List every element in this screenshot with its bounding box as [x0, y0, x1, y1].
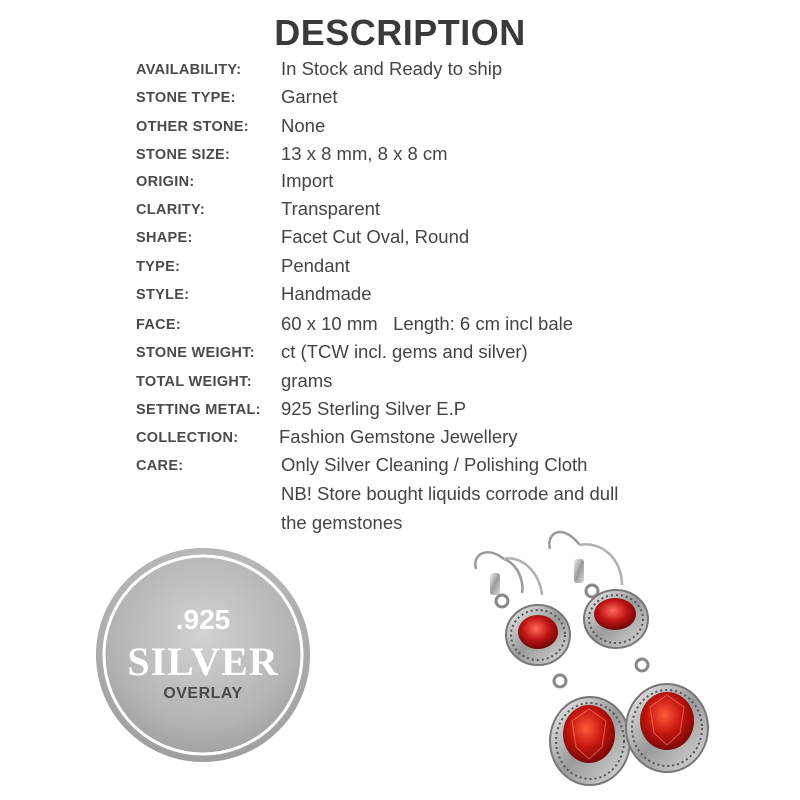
- spec-label: ORIGIN:: [136, 174, 195, 190]
- spec-label: CLARITY:: [136, 202, 205, 218]
- silver-overlay-badge: [95, 547, 311, 763]
- spec-value: None: [281, 115, 326, 136]
- small-garnet: [518, 615, 558, 649]
- spec-label: COLLECTION:: [136, 430, 239, 446]
- page-title: DESCRIPTION: [274, 12, 526, 53]
- spec-row-face: [0, 313, 800, 341]
- spec-value: Transparent: [281, 198, 381, 219]
- spec-row-setting-metal: [0, 398, 800, 426]
- hook-coil: [490, 573, 500, 595]
- spec-value: Only Silver Cleaning / Polishing Cloth: [281, 454, 588, 475]
- care-note: NB! Store bought liquids corrode and dull: [281, 483, 619, 504]
- spec-row-other-stone: [0, 115, 800, 143]
- care-note-line: [0, 483, 800, 511]
- large-garnet: [563, 705, 615, 763]
- spec-row-style: [0, 283, 800, 311]
- ear-hook: [475, 552, 504, 569]
- spec-row-shape: [0, 226, 800, 254]
- spec-value: Facet Cut Oval, Round: [281, 226, 470, 247]
- spec-value: Fashion Gemstone Jewellery: [279, 426, 518, 447]
- spec-label: AVAILABILITY:: [136, 62, 242, 78]
- spec-row-origin: [0, 170, 800, 198]
- spec-label: STYLE:: [136, 287, 190, 303]
- spec-row-stone-type: [0, 86, 800, 114]
- spec-row-stone-size: [0, 143, 800, 171]
- spec-row-care: [0, 454, 800, 482]
- spec-value: Import: [281, 170, 334, 191]
- left-earring: [475, 552, 630, 785]
- spec-row-type: [0, 255, 800, 283]
- spec-label: STONE SIZE:: [136, 147, 231, 163]
- spec-value: ct (TCW incl. gems and silver): [281, 341, 528, 362]
- spec-value: 13 x 8 mm, 8 x 8 cm: [281, 143, 448, 164]
- spec-label: TOTAL WEIGHT:: [136, 374, 252, 390]
- spec-row-total-weight: [0, 370, 800, 398]
- spec-label: STONE TYPE:: [136, 90, 236, 106]
- spec-label: CARE:: [136, 458, 184, 474]
- spec-value: 925 Sterling Silver E.P: [281, 398, 467, 419]
- spec-label: OTHER STONE:: [136, 119, 249, 135]
- spec-row-stone-weight: [0, 341, 800, 369]
- spec-value: 60 x 10 mm Length: 6 cm incl bale: [281, 313, 574, 334]
- spec-value: Handmade: [281, 283, 372, 304]
- badge-kind: OVERLAY: [163, 685, 243, 702]
- spec-row-clarity: [0, 198, 800, 226]
- garnet-drop-earrings-image: [462, 515, 722, 790]
- spec-label: STONE WEIGHT:: [136, 345, 255, 361]
- badge-metal: SILVER: [127, 639, 279, 684]
- care-note: the gemstones: [281, 512, 403, 533]
- spec-row-collection: [0, 426, 800, 454]
- spec-row-availability: [0, 58, 800, 86]
- spec-value: Garnet: [281, 86, 338, 107]
- spec-value: grams: [281, 370, 333, 391]
- spec-label: SHAPE:: [136, 230, 193, 246]
- spec-label: TYPE:: [136, 259, 181, 275]
- spec-value: Pendant: [281, 255, 350, 276]
- spec-label: SETTING METAL:: [136, 402, 261, 418]
- badge-number: .925: [175, 604, 231, 635]
- spec-value: In Stock and Ready to ship: [281, 58, 503, 79]
- spec-label: FACE:: [136, 317, 181, 333]
